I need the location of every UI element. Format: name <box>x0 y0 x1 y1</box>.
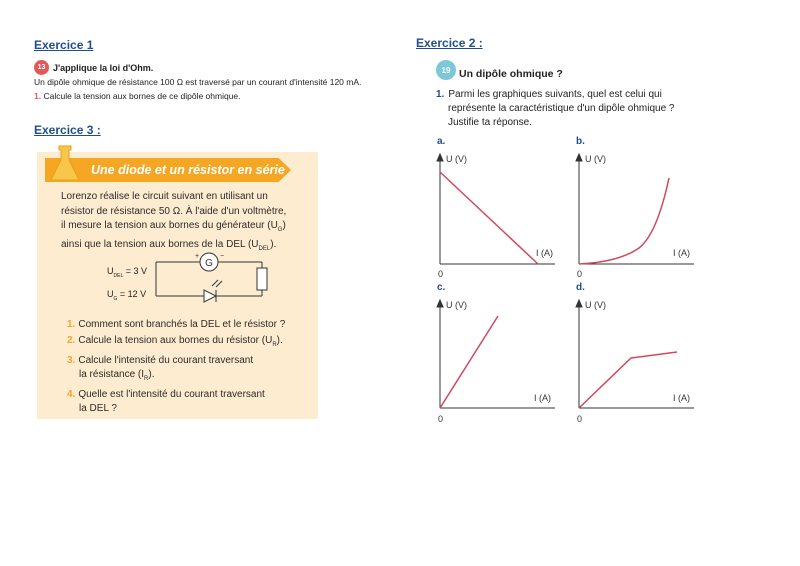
ex3-sub-g: G <box>277 227 283 233</box>
ex3-question: 3. Calcule l'intensité du courant traversant la résistance $(I_R)$. <box>67 355 254 382</box>
ex2-title: Un dipôle ohmique ? <box>459 68 563 80</box>
graph-c-ylabel: U (V) <box>446 300 467 310</box>
curve-b <box>579 178 669 264</box>
graph-b-letter: b. <box>576 136 585 147</box>
exercise-3-card <box>37 152 318 419</box>
graph-a-origin: 0 <box>438 269 444 279</box>
ex2-badge: 19 <box>436 60 456 80</box>
minus-sign: − <box>220 253 225 260</box>
ex1-question-text: Calcule la tension aux bornes de ce dipôle ohmique. <box>43 91 241 101</box>
graph-c-xlabel: I (A) <box>534 393 551 403</box>
ex3-title: Une diode et un résistor en série <box>91 163 285 177</box>
graph-a-ylabel: U (V) <box>446 154 467 164</box>
graph-a-xlabel: I (A) <box>536 248 553 258</box>
graph-b-origin: 0 <box>577 269 583 279</box>
graph-a-letter: a. <box>437 136 446 147</box>
ex3-question: 4. Quelle est l'intensité du courant traversant la DEL ? <box>67 389 265 414</box>
ex3-para-line <box>61 219 286 238</box>
graph-d-ylabel: U (V) <box>585 300 606 310</box>
graph-d <box>569 296 699 426</box>
graph-c-origin: 0 <box>438 414 444 424</box>
exercise-1-content <box>34 60 394 103</box>
curve-c <box>440 316 498 408</box>
graph-b-xlabel: I (A) <box>673 248 690 258</box>
ex3-para-end: ) <box>282 220 286 231</box>
ex3-para-line: Lorenzo réalise le circuit suivant en utilisant un <box>61 191 268 202</box>
graph-d-origin: 0 <box>577 414 583 424</box>
exercise-2-heading: Exercice 2 : <box>416 36 483 50</box>
ex3-question: 2. Calcule la tension aux bornes du résistor $(U_R)$. <box>67 335 283 348</box>
ex1-title: J'applique la loi d'Ohm. <box>53 62 154 73</box>
circuit-values <box>107 262 147 308</box>
graph-d-xlabel: I (A) <box>673 393 690 403</box>
ex3-para-end: ). <box>270 238 277 250</box>
ex2-question-line: Justifie ta réponse. <box>448 117 532 128</box>
circuit-diagram <box>152 250 272 308</box>
ex2-question <box>436 88 726 130</box>
graph-c <box>430 296 560 426</box>
ex2-question-line: 1. Parmi les graphiques suivants, quel est celui qui <box>436 89 662 100</box>
curve-d <box>579 352 677 408</box>
ex1-badge: 13 <box>34 60 49 75</box>
graph-d-letter: d. <box>576 282 585 293</box>
ex3-questions <box>67 318 285 416</box>
ex2-question-line: représente la caractéristique d'un dipôle ohmique ? <box>448 103 675 114</box>
ex1-question-number: 1. <box>34 91 42 101</box>
graph-c-letter: c. <box>437 282 446 293</box>
u-del-value: $U_{DEL} = 3$ V <box>107 266 147 279</box>
ex1-title-line <box>34 60 394 75</box>
ex1-statement: Un dipôle ohmique de résistance 100 Ω est traversé par un courant d'intensité 120 mA. <box>34 77 362 87</box>
generator-label: G <box>205 258 213 269</box>
ex3-paragraph <box>61 190 286 256</box>
graph-b <box>569 150 699 280</box>
ex1-question <box>34 89 394 103</box>
exercise-3-heading: Exercice 3 : <box>34 123 101 137</box>
graph-a <box>430 150 560 280</box>
curve-a <box>440 172 538 264</box>
graph-b-ylabel: U (V) <box>585 154 606 164</box>
ex3-sub-del: DEL <box>258 245 271 252</box>
exercise-1-heading: Exercice 1 <box>34 38 94 52</box>
ex3-para-line: résistor de résistance 50 Ω. À l'aide d'un voltmètre, <box>61 205 287 217</box>
ex3-para-text: ainsi que la tension aux bornes de la DEL (U <box>61 238 259 250</box>
ex3-para-text: il mesure la tension aux bornes du générateur (U <box>61 220 278 231</box>
plus-sign: + <box>195 253 200 260</box>
ex3-question: 1. Comment sont branchés la DEL et le résistor ? <box>67 319 286 330</box>
flask-icon <box>47 144 83 184</box>
u-g-value: $U_G = 12$ V <box>107 288 147 302</box>
